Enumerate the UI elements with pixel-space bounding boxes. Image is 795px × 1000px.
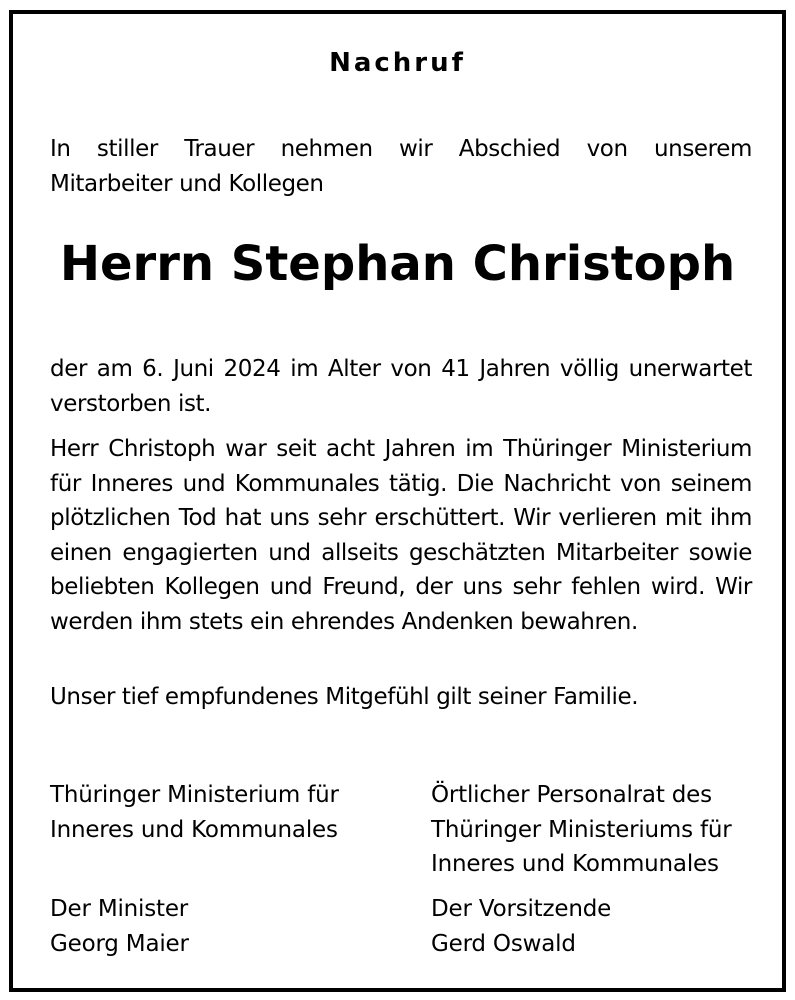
signature-left-role: Der Minister — [50, 896, 189, 922]
paragraph-condolence: Unser tief empfundenes Mitgefühl gilt seiner Familie. — [50, 684, 639, 710]
intro-line-2: Mitarbeiter und Kollegen — [50, 170, 324, 197]
notice-heading: Nachruf — [329, 48, 466, 78]
signature-right-signer — [431, 892, 611, 961]
signature-right-organization — [431, 778, 732, 882]
signature-left-organization — [50, 778, 339, 847]
intro-line-1: In stiller Trauer nehmen wir Abschied von unserem — [50, 136, 752, 162]
signature-left-person: Georg Maier — [50, 930, 189, 957]
signature-right-org-line: Thüringer Ministeriums für — [431, 816, 732, 843]
signature-right-person: Gerd Oswald — [431, 930, 576, 957]
signature-left-signer — [50, 892, 189, 961]
obituary-notice — [9, 10, 786, 992]
intro-text — [50, 132, 752, 201]
paragraph-tribute: Herr Christoph war seit acht Jahren im Thüringer Ministerium für Inneres und Kommunales tätig. Die Nachricht von seinem plötzlichen Tod hat uns sehr erschüttert. Wir verlieren mit ihm einen engagierten und allseits geschätzten Mitarbeiter sowie beliebten Kollegen und Freund, der uns sehr fehlen wird. Wir werden ihm stets ein ehrendes Andenken bewahren. — [50, 436, 752, 635]
paragraph-death-date: der am 6. Juni 2024 im Alter von 41 Jahren völlig unerwartet verstorben ist. — [50, 356, 752, 417]
deceased-name: Herrn Stephan Christoph — [59, 236, 736, 292]
signature-right-role: Der Vorsitzende — [431, 896, 612, 922]
signature-right-org-line: Inneres und Kommunales — [431, 851, 719, 877]
signature-left-org-line: Thüringer Ministerium für — [50, 782, 339, 808]
signature-left-org-line: Inneres und Kommunales — [50, 816, 338, 843]
signature-right-org-line: Örtlicher Personalrat des — [431, 782, 712, 808]
